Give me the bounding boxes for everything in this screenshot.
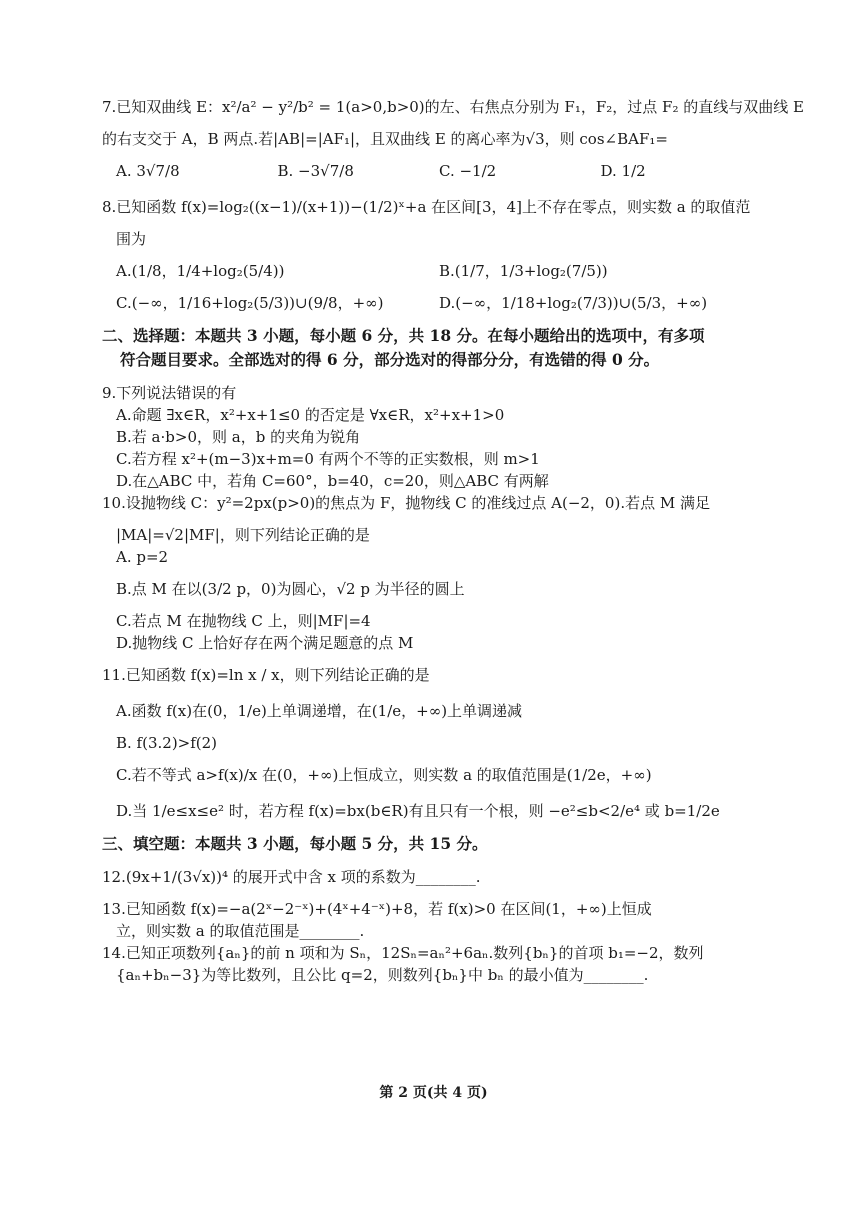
q7-option-a: A. 3√7/8 xyxy=(116,162,180,180)
section-3-header: 三、填空题：本题共 3 小题，每小题 5 分，共 15 分。 xyxy=(102,834,488,853)
q10-stem-line-1: 10.设抛物线 C：y²=2px(p>0)的焦点为 F，抛物线 C 的准线过点 A(−2，0).若点 M 满足 xyxy=(102,494,710,512)
q11-option-a: A.函数 f(x)在(0，1/e)上单调递增，在(1/e，+∞)上单调递减 xyxy=(116,702,523,720)
q10-option-b: B.点 M 在以(3/2 p，0)为圆心，√2 p 为半径的圆上 xyxy=(116,580,465,598)
section-2-line-1: 二、选择题：本题共 3 小题，每小题 6 分，共 18 分。在每小题给出的选项中，有多项 xyxy=(102,326,705,345)
question-11 xyxy=(102,664,762,822)
q13-line-1: 13.已知函数 f(x)=−a(2ˣ−2⁻ˣ)+(4ˣ+4⁻ˣ)+8，若 f(x)>0 在区间(1，+∞)上恒成 xyxy=(102,900,652,918)
page-content xyxy=(102,96,804,986)
q10-option-c: C.若点 M 在抛物线 C 上，则|MF|=4 xyxy=(116,612,371,630)
page-footer: 第 2 页(共 4 页) xyxy=(379,1085,488,1101)
q10-option-d: D.抛物线 C 上恰好存在两个满足题意的点 M xyxy=(116,634,414,652)
q8-stem-line-1: 8.已知函数 f(x)=log₂((x−1)/(x+1))−(1/2)ˣ+a 在区间[3，4]上不存在零点，则实数 a 的取值范 xyxy=(102,198,751,216)
question-10 xyxy=(102,492,762,654)
q7-options xyxy=(102,160,762,182)
q11-option-d: D.当 1/e≤x≤e² 时，若方程 f(x)=bx(b∈R)有且只有一个根，则 −e²≤b<2/e⁴ 或 b=1/2e xyxy=(116,802,720,820)
q14-line-2: {aₙ+bₙ−3}为等比数列，且公比 q=2，则数列{bₙ}中 bₙ 的最小值为________. xyxy=(116,966,649,984)
q11-option-c: C.若不等式 a>f(x)/x 在(0，+∞)上恒成立，则实数 a 的取值范围是(1/2e，+∞) xyxy=(116,766,652,784)
q8-stem-line-2: 围为 xyxy=(116,230,147,248)
q9-option-d: D.在△ABC 中，若角 C=60°，b=40，c=20，则△ABC 有两解 xyxy=(116,472,549,490)
q10-option-a: A. p=2 xyxy=(116,548,169,566)
q9-option-b: B.若 a·b>0，则 a，b 的夹角为锐角 xyxy=(116,428,361,446)
q8-options-row-1 xyxy=(102,260,762,282)
q10-stem-line-2: |MA|=√2|MF|，则下列结论正确的是 xyxy=(116,526,370,544)
q9-stem: 9.下列说法错误的有 xyxy=(102,384,237,402)
question-14 xyxy=(102,942,762,986)
q8-option-a: A.(1/8，1/4+log₂(5/4)) xyxy=(116,262,285,280)
q7-option-d: D. 1/2 xyxy=(600,162,646,180)
q7-option-b: B. −3√7/8 xyxy=(277,162,354,180)
question-13 xyxy=(102,898,762,942)
q9-option-c: C.若方程 x²+(m−3)x+m=0 有两个不等的正实数根，则 m>1 xyxy=(116,450,540,468)
q8-options-row-2 xyxy=(102,292,762,314)
q8-option-c: C.(−∞，1/16+log₂(5/3))∪(9/8，+∞) xyxy=(116,294,384,312)
section-2-line-2: 符合题目要求。全部选对的得 6 分，部分选对的得部分分，有选错的得 0 分。 xyxy=(120,350,660,369)
question-8 xyxy=(102,196,762,314)
q14-line-1: 14.已知正项数列{aₙ}的前 n 项和为 Sₙ，12Sₙ=aₙ²+6aₙ.数列{bₙ}的首项 b₁=−2，数列 xyxy=(102,944,704,962)
q11-option-b: B. f(3.2)>f(2) xyxy=(116,734,218,752)
q13-line-2: 立，则实数 a 的取值范围是________. xyxy=(116,922,365,940)
q9-option-a: A.命题 ∃x∈R，x²+x+1≤0 的否定是 ∀x∈R，x²+x+1>0 xyxy=(116,406,505,424)
q8-option-b: B.(1/7，1/3+log₂(7/5)) xyxy=(439,262,608,280)
question-9 xyxy=(102,382,762,492)
section-2-header xyxy=(102,324,762,372)
q7-option-c: C. −1/2 xyxy=(439,162,497,180)
question-7 xyxy=(102,96,804,182)
q7-stem-line-2: 的右支交于 A，B 两点.若|AB|=|AF₁|，且双曲线 E 的离心率为√3，则 cos∠BAF₁= xyxy=(102,130,668,148)
question-12: 12.(9x+1/(3√x))⁴ 的展开式中含 x 项的系数为________. xyxy=(102,868,481,886)
q8-option-d: D.(−∞，1/18+log₂(7/3))∪(5/3，+∞) xyxy=(439,294,708,312)
q7-stem-line-1: 7.已知双曲线 E：x²/a² − y²/b² = 1(a>0,b>0)的左、右焦点分别为 F₁，F₂，过点 F₂ 的直线与双曲线 E xyxy=(102,98,804,116)
q11-stem: 11.已知函数 f(x)=ln x / x，则下列结论正确的是 xyxy=(102,666,430,684)
